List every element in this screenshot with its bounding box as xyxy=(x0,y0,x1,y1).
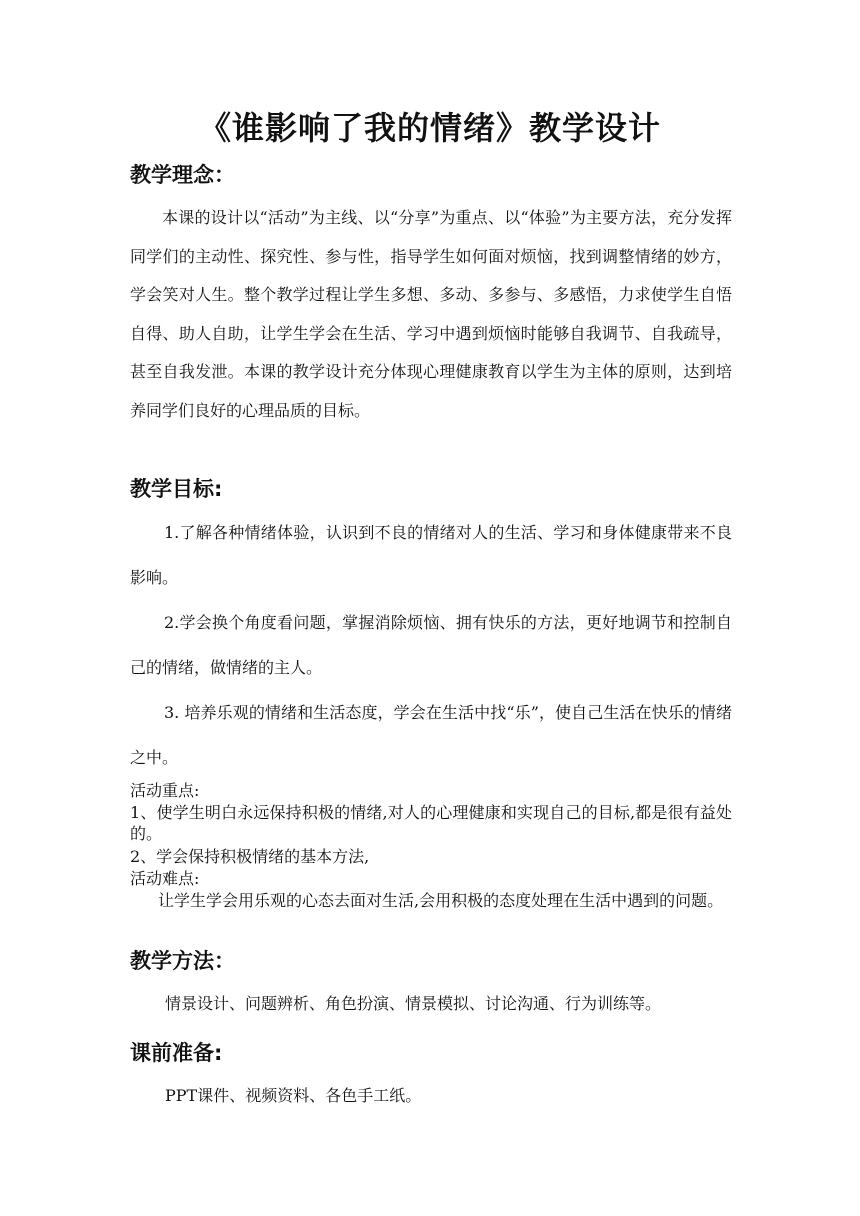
methods-text: 情景设计、问题辨析、角色扮演、情景模拟、讨论沟通、行为训练等。 xyxy=(165,994,662,1013)
key-points-label: 活动重点: xyxy=(130,781,200,800)
methods-heading: 教学方法： xyxy=(130,949,235,973)
goal-item-2: 2.学会换个角度看问题，掌握消除烦恼、拥有快乐的方法，更好地调节和控制自己的情绪，做情绪的主人。 xyxy=(130,613,732,677)
concept-heading: 教学理念： xyxy=(130,163,235,187)
difficulties-text: 让学生学会用乐观的心态去面对生活,会用积极的态度处理在生活中遇到的问题。 xyxy=(158,891,724,910)
preparation-text: PPT课件、视频资料、各色手工纸。 xyxy=(165,1086,422,1105)
goals-heading: 教学目标: xyxy=(130,477,223,501)
key-point-item-1: 1、使学生明白永远保持积极的情绪,对人的心理健康和实现自己的目标,都是很有益处的。 xyxy=(130,803,732,843)
document-title: 《谁影响了我的情绪》教学设计 xyxy=(198,109,661,147)
difficulties-label: 活动难点: xyxy=(130,869,200,888)
goal-item-1: 1.了解各种情绪体验，认识到不良的情绪对人的生活、学习和身体健康带来不良影响。 xyxy=(130,523,732,587)
preparation-heading: 课前准备: xyxy=(130,1041,223,1065)
goal-item-3: 3. 培养乐观的情绪和生活态度，学会在生活中找“乐”，使自己生活在快乐的情绪之中。 xyxy=(130,703,732,767)
concept-paragraph: 本课的设计以“活动”为主线、以“分享”为重点、以“体验”为主要方法，充分发挥同学们的主动性、探究性、参与性，指导学生如何面对烦恼，找到调整情绪的妙方，学会笑对人生。整个教学过程让学生多想、多动、多参与、多感悟，力求使学生自悟自得、助人自助，让学生学会在生活、学习中遇到烦恼时能够自我调节、自我疏导，甚至自我发泄。本课的教学设计充分体现心理健康教育以学生为主体的原则，达到培养同学们良好的心理品质的目标。 xyxy=(130,208,732,420)
key-point-item-2: 2、学会保持积极情绪的基本方法, xyxy=(130,847,370,866)
